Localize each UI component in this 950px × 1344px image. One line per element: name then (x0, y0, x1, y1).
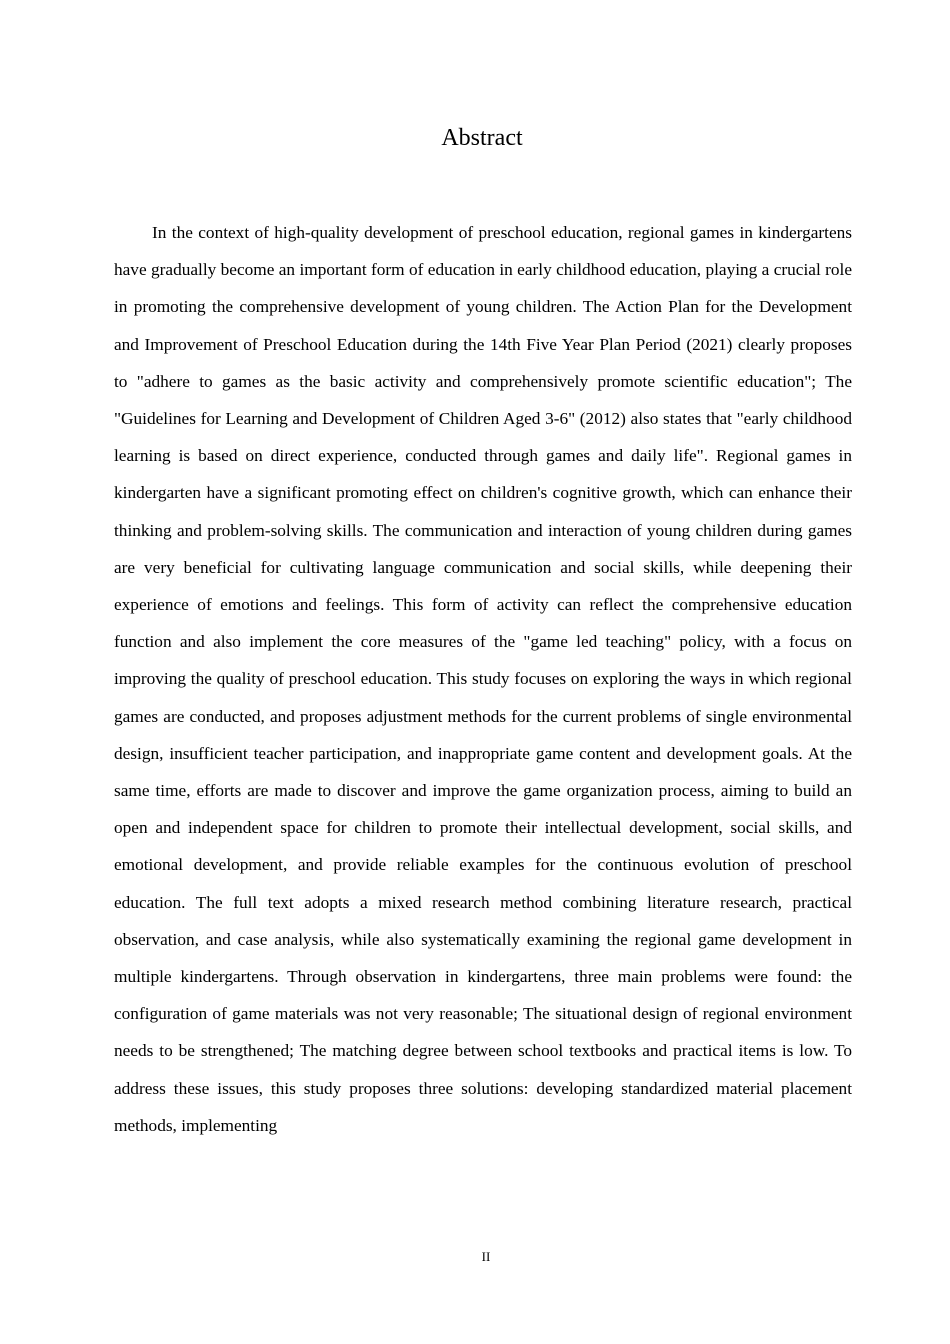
abstract-title: Abstract (441, 125, 523, 151)
page-number: II (481, 1249, 491, 1264)
abstract-body: In the context of high-quality development of preschool education, regional games in kindergartens have gradually become an important form of education in early childhood education, playing a crucial role in promoting the comprehensive development of young children. The Action Plan for the Development and Improvement of Preschool Education during the 14th Five Year Plan Period (2021) clearly proposes to "adhere to games as the basic activity and comprehensively promote scientific education"; The "Guidelines for Learning and Development of Children Aged 3-6" (2012) also states that "early childhood learning is based on direct experience, conducted through games and daily life". Regional games in kindergarten have a significant promoting effect on children's cognitive growth, which can enhance their thinking and problem-solving skills. The communication and interaction of young children during games are very beneficial for cultivating language communication and social skills, while deepening their experience of emotions and feelings. This form of activity can reflect the comprehensive education function and also implement the core measures of the "game led teaching" policy, with a focus on improving the quality of preschool education. This study focuses on exploring the ways in which regional games are conducted, and proposes adjustment methods for the current problems of single environmental design, insufficient teacher participation, and inappropriate game content and development goals. At the same time, efforts are made to discover and improve the game organization process, aiming to build an open and independent space for children to promote their intellectual development, social skills, and emotional development, and provide reliable examples for the continuous evolution of preschool education. The full text adopts a mixed research method combining literature research, practical observation, and case analysis, while also systematically examining the regional game development in multiple kindergartens. Through observation in kindergartens, three main problems were found: the configuration of game materials was not very reasonable; The situational design of regional environment needs to be strengthened; The matching degree between school textbooks and practical items is low. To address these issues, this study proposes three solutions: developing standardized material placement methods, implementing (114, 223, 852, 1135)
